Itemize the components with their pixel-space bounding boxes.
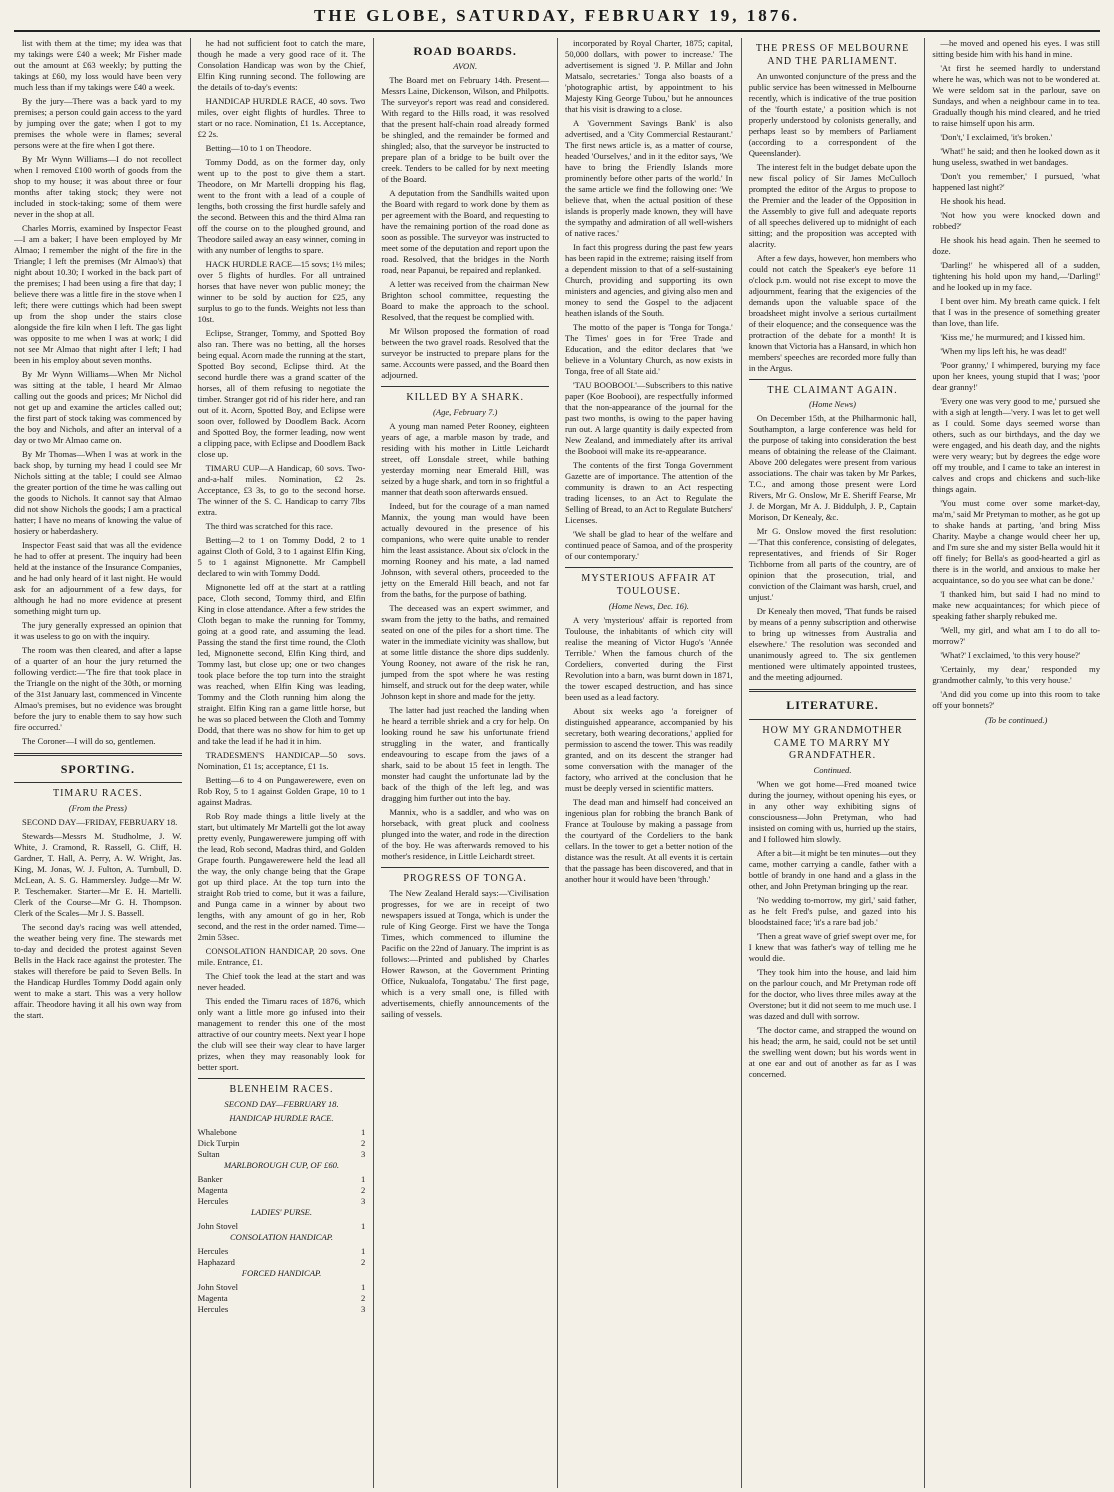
horse-name: Dick Turpin [197,1137,240,1148]
column-2 [190,38,366,1488]
avon-subheading: AVON. [453,61,478,72]
paragraph: About six weeks ago 'a foreigner of distinguished appearance, accompanied by his secretary, both wearing decorations,' applied for permission to ascend the tower. This was readily granted, and on its descent the stranger had some conversation with the manager of the factory, who arrived at the conclusion that he must be deeply versed in scientific matters. [565,705,733,793]
paragraph: HANDICAP HURDLE RACE, 40 sovs. Two miles, over eight flights of hurdles. Three to start or no race. Nomination, £1 1s. Acceptance, £2 2s. [197,96,366,139]
story-heading: HOW MY GRANDMOTHER CAME TO MARRY MY GRANDFATHER. [762,724,903,762]
horse-name: Magenta [197,1292,228,1303]
to-be-continued: (To be continued.) [984,715,1048,725]
paragraph: A young man named Peter Rooney, eighteen years of age, a marble mason by trade, and residing with his mother in Little Leichardt street, off Lonsdale street, while bathing yesterday morning near Emerald Hill, was seized by a huge shark, and torn in so frightful a manner that death soon afterwards ensued. [381,421,550,498]
placing: 1 [361,1126,366,1137]
placing: 2 [361,1256,366,1267]
paragraph: TIMARU CUP—A Handicap, 60 sovs. Two-and-a-half miles. Nomination, £2 2s. Acceptance, £3 3s, to go to the second horse. The winner of the S. C. Handicap to carry 7lbs extra. [197,463,366,517]
toulouse-report [565,615,733,885]
paragraph: The deceased was an expert swimmer, and swam from the jetty to the baths, and remained seated on one of the piles for a short time. The water in the immediate vicinity was shallow, but at some little distance the shore dips suddenly. Young Rooney, not aware of the risk he ran, jumped from the spot where he was resting himself, and struck out for the deep water, while Johnson kept in shore and made for the jetty. [381,603,550,702]
paragraph: A deputation from the Sandhills waited upon the Board with regard to work done by them as per agreement with the Board, and requesting to have the remaining portion of the road done as soon as possible. The surveyor was instructed to meet some of the deputation and report upon the road. Resolved, that the bridges in the North road, near Papanui, be repaired and replanked. [381,188,550,276]
literature-heading: LITERATURE. [786,698,879,713]
horse-name: Banker [197,1173,223,1184]
section-rule [381,386,549,387]
race-title: CONSOLATION HANDICAP. [229,1231,334,1242]
column-3 [373,38,549,1488]
result-row [198,1196,366,1207]
paragraph: The motto of the paper is 'Tonga for Tonga.' The Times' goes in for 'Free Trade and Education, and the editor declares that 'we believe in a Voluntary Church, as now exists in Tonga, free of all State aid.' [565,322,733,376]
horse-name: Hercules [197,1303,229,1314]
section-rule [14,753,182,756]
paragraph: 'I thanked him, but said I had no mind to make new acquaintances; for which piece of speaking father sharply rebuked me. [932,589,1101,621]
paragraph: 'When we got home—Fred moaned twice during the journey, without opening his eyes, or in any other way exhibiting signs of consciousness—John Pretyman, who had insisted on coming with us, hurried up the stairs, and I followed him slowly. [748,779,917,845]
paragraph: The interest felt in the budget debate upon the new fiscal policy of Sir James McCulloch prompted the editor of the Argus to propose to the Premier and the leader of the Opposition in the Assembly to give full and adequate reports of all speeches delivered up to midnight of each sitting; and the proposition was accepted with alacrity. [748,161,917,249]
placing: 2 [361,1137,366,1148]
paragraph: On December 15th, at the Philharmonic hall, Southampton, a large conference was held for the purpose of taking into consideration the best means of obtaining the release of the Claimant. Above 200 delegates were present from various associations. The chair was taken by Mr Parkes, T.C., and among those present were Lord Rivers, Mr G. Onslow, Mr E. Sheriff Fearse, Mr J. de Morgan, Mr A. J. Biddulph, J. P., Captain Morison, Dr Kenealy, &c. [748,413,917,523]
paragraph: Eclipse, Stranger, Tommy, and Spotted Boy also ran. There was no betting, all the horses being equal. Acorn made the running at the start, Spotted Boy second, Eclipse third. At the second hurdle there was a grand scatter of the horses, all of them refusing to negotiate the timber. Stranger got rid of his rider here, and ran out of it. Acorn, Spotted Boy, and Eclipse were soon over, followed by Doodlem Back. Acorn and Spotted Boy, the former leading, now went a clipping pace, with Eclipse and Doodlem Back close up. [197,328,366,459]
result-row [198,1221,366,1232]
claimant-heading: THE CLAIMANT AGAIN. [767,384,898,396]
tonga-report [381,888,549,1020]
paragraph: Mignonette led off at the start at a rattling pace, Cloth second, Tommy third, and Elfin King in close attendance. After a few strides the Cloth began to make the running for Tommy, going at a good rate, and assuming the lead. Passing the stand the first time round, the Cloth led, Mignonette second, Elfin King third, and Tommy last, but close up; one or two changes took place before the top turn into the straight was reached, when Elfin King was leading, Tommy and the Cloth running him along the straight. Elfin King ran a game little horse, but he was so placed between the Cloth and Tommy Dodd, that there was no show for him to get up and take the lead if he had it in him. [197,582,366,746]
paragraph: Betting—10 to 1 on Theodore. [205,143,312,153]
paragraph: 'Then a great wave of grief swept over me, for I knew that was father's way of telling me he would die. [748,931,917,964]
placing: 1 [361,1173,366,1184]
result-row [198,1293,366,1304]
blenheim-day: SECOND DAY—FEBRUARY 18. [224,1098,339,1109]
paragraph: The jury generally expressed an opinion that it was useless to go on with the inquiry. [14,620,182,641]
columns [14,38,1100,1488]
result-row [198,1127,366,1138]
paragraph: he had not sufficient foot to catch the mare, though he made a very good race of it. The Consolation Handicap was won by the Chief, Elfin King running second. The following are the details of to-day's events: [197,38,366,92]
paragraph: 'Every one was very good to me,' pursued she with a sigh at length—'very. I was let to get well as I could. Some days seemed worse than others, such as our birthdays, and the day we were engaged, and his death day, and the nights were very weary; but by degrees the edge wore off my trouble, and I came to take an interest in calves and crops and chickens and such-like things again. [932,396,1101,494]
paragraph: The Chief took the lead at the start and was never headed. [197,971,366,992]
paragraph: 'They took him into the house, and laid him on the parlour couch, and Mr Pretyman rode off for the doctor, who lives three miles away at the Overstone; but it did not seem to me much use. I was dazed and dull with sorrow. [748,967,917,1022]
horse-name: Whalebone [197,1126,237,1137]
paragraph: The latter had just reached the landing when he heard a terrible shriek and a cry for help. On looking round he saw his unfortunate friend struggling in the water, and frantically endeavouring to escape from the jaws of a shark, said to be about 15 feet in length. The monster had caught the unfortunate lad by the back of the thigh of the left leg, and was dragging him further out into the bay. [381,705,550,804]
paragraph: 'Don't,' I exclaimed, 'it's broken.' [940,132,1053,142]
blenheim-races-heading: BLENHEIM RACES. [229,1084,334,1095]
paragraph: 'Certainly, my dear,' responded my grandmother calmly, 'to this very house.' [932,664,1101,685]
result-row [198,1138,366,1149]
paragraph: Charles Morris, examined by Inspector Feast—I am a baker; I have been employed by Mr Almao; I remember the night of the fire in the Triangle; I left the premises (Mr Almao's) that night about 10.30; I worked in the back part of the premises; I had been using a fire that day; I believe there was a little fire in the stove when I left; there were cuttings which had been swept up from the shop under the stairs close alongside the fire kiln when I left. The gas light was opposite to me when I was at work; I did not see Mr Almao that night after I left; I had been in his employ about seven months. [14,223,182,365]
paragraph: The second day's racing was well attended, the weather being very fine. The stewards met to-day and decided the protest against Seven Bells in the Hack race against the protester. The stakes will therefore be paid to Seven Bells. In the Handicap Hurdles Tommy Dodd again only went to make a start. This was a very hollow affair. Theodore having it all his own way from the start. [14,922,182,1021]
paragraph: 'The doctor came, and strapped the wound on his head; the arm, he said, could not be set until the swelling went down; but his words went in at one ear and out of another as far as I was concerned. [748,1025,917,1080]
paragraph: By the jury—There was a back yard to my premises; a person could gain access to the yard by jumping over the gate; when I got to my premises the whole were in flames; several persons were at the fire when I got there. [14,96,182,150]
paragraph: 'What?' I exclaimed, 'to this very house?' [940,650,1081,660]
paragraph: By Mr Wynn Williams—When Mr Nichol was sitting at the table, I heard Mr Almao calling out the goods and prices; Mr Nichol did not get up and examine the articles called out; the first part of stock taking was commenced by the boy and Nichols, and after an interval of a day or two Mr Almao came on. [14,369,182,445]
result-row [198,1174,366,1185]
paragraph: TRADESMEN'S HANDICAP—50 sovs. Nomination, £1 1s; acceptance, £1 1s. [197,750,366,771]
paragraph: incorporated by Royal Charter, 1875; capital, 50,000 dollars, with power to increase.' The advertisement is signed 'J. P. Millar and John Matsalo, secretaries.' Tonga also boasts of a 'photographic artist, by appointment to his Majesty King George Tubou,' but he announces that his visit is drawing to a close. [565,38,733,114]
horse-name: John Stovel [197,1220,239,1231]
inquest-report [14,38,182,747]
section-rule [749,719,917,720]
paragraph: Indeed, but for the courage of a man named Mannix, the young man would have been actually devoured in the presence of his companions, who were quite unable to render him the least assistance. About six o'clock in the morning Rooney and his mate, a lad named Johnson, with several others, proceeded to the jetty on the Emerald Hill beach, and not far from the baths, for the purpose of bathing. [381,501,550,600]
section-rule [381,867,549,868]
paragraph: 'Not how you were knocked down and robbed?' [932,210,1101,231]
placing: 3 [361,1195,366,1206]
paragraph: HACK HURDLE RACE—15 sovs; 1½ miles; over 5 flights of hurdles. For all untrained horses that have never won public money; the winner to be sold by auction for £25, any surplus to go to the funds. Weights not less than 10st. [197,259,366,324]
result-row [198,1246,366,1257]
paragraph: SECOND DAY—FRIDAY, FEBRUARY 18. [22,817,178,828]
paragraph: By Mr Wynn Williams—I do not recollect when I removed £100 worth of goods from the shop to my house; it was about three or four months after taking stock; they were not included in stock-taking; some of them were never in the shop at all. [14,154,182,219]
placing: 1 [361,1281,366,1292]
paragraph: 'At first he seemed hardly to understand where he was, which was not to be wondered at. We were seldom sat in the parlour, save on Sundays, and when a neighbour came in to tea. Gradually though his mind cleared, and he tried to raise himself upon his arm. [932,63,1101,128]
paragraph: Inspector Feast said that was all the evidence he had to offer at present. The inquiry had been held at the instance of the Insurance Companies, and he had only heard of it last night. He would ask for an adjournment of a few days, for although he had no more evidence at present something might turn up. [14,540,182,616]
placing: 3 [361,1148,366,1159]
blenheim-results [198,1113,366,1315]
section-rule [14,782,182,783]
paragraph: The Coroner—I will do so, gentlemen. [22,736,156,746]
race-title: LADIES' PURSE. [250,1206,313,1217]
result-row [198,1185,366,1196]
horse-name: Hercules [197,1195,229,1206]
placing: 1 [361,1245,366,1256]
paragraph: 'You must come over some market-day, ma'm,' said Mr Pretyman to mother, as he got up to shake hands at parting, 'and bring Miss Charity. Maybe a change would cheer her up, and I'm sure she and my sister Bella would hit it off finely; for Bella's as good-hearted a girl as there is in the world, and anxious to make her acquaintance, so do you see what can be done.' [932,498,1101,585]
paragraph: Rob Roy made things a little lively at the start, but ultimately Mr Martelli got the lot away pretty evenly, Pungawerewere jumping off with the lead, Rob second, Madras third, and Golden Grape fourth. Pungawerewere held the lead all the way, the only change being that the Grape got up third place. At the top turn into the straight Rob tried to come, but it was a failure, and Punga came in a winner by about two lengths, with any amount of go in her, Rob second, and the rest in the order named. Time—2min 53sec. [197,811,366,942]
paragraph: 'Darling!' he whispered all of a sudden, tightening his hold upon my hand,—'Darling!' and he looked up in my face. [932,260,1101,292]
race-title: FORCED HANDICAP. [241,1267,322,1278]
shark-heading: KILLED BY A SHARK. [406,392,524,404]
result-row [198,1257,366,1268]
paragraph: 'When my lips left his, he was dead!' [940,346,1067,356]
story-text [749,779,917,1080]
paragraph: CONSOLATION HANDICAP, 20 sovs. One mile. Entrance, £1. [197,946,366,967]
result-row [198,1282,366,1293]
column-1 [14,38,182,1488]
paragraph: 'We shall be glad to hear of the welfare and continued peace of Samoa, and of the prosperity of our contemporary.' [565,529,733,561]
story-text-continued [932,38,1100,711]
paragraph: An unwonted conjuncture of the press and the public service has been witnessed in Melbourne recently, which is indicative of the true position of the 'fourth estate,' a position which is not properly understood by colonists generally, and perhaps least so by members of Parliament (according to a correspondent of the Queenslander). [748,70,917,158]
paragraph: 'Poor granny,' I whimpered, burying my face upon her knees, young stupid that I was; 'poor dear granny!' [932,360,1101,392]
column-4 [557,38,733,1488]
paragraph: He shook his head. [940,196,1006,206]
masthead: THE GLOBE, SATURDAY, FEBRUARY 19, 1876. [14,6,1100,32]
horse-name: John Stovel [197,1281,239,1292]
paragraph: 'TAU BOOBOOI.'—Subscribers to this native paper (Koe Boobooi), are respectfully informed that the non-appearance of the journal for the past two months, is owing to the paper having run out. A large quantity is daily expected from New Zealand, and immediately after its arrival the Boobooi will make its re-appearance. [565,380,733,456]
timaru-races-source: (From the Press) [68,803,127,814]
section-rule [565,567,733,568]
paragraph: The Board met on February 14th. Present—Messrs Laine, Dickenson, Wilson, and Philpotts. The surveyor's report was read and considered. With regard to the Hills road, it was resolved that the present half-chain road already formed be shingled, and the remainder be formed and shingled; also, that the surveyor be instructed to prepare plan of a bridge to be built over the creek. Tenders to be called for by next meeting of the Board. [381,75,550,185]
race-details [198,38,366,1073]
horse-name: Hercules [197,1245,229,1256]
paragraph: Mannix, who is a saddler, and who was on horseback, with great pluck and coolness plunged into the water, and rode in the direction of the boy. He was afterwards removed to his mother's residence, in Little Leichardt street. [381,807,550,862]
paragraph: 'Well, my girl, and what am I to do all to-morrow?' [932,625,1101,646]
paragraph: Mr Wilson proposed the formation of road between the two gravel roads. Resolved that the surveyor be instructed to prepare plans for the same. Accounts were passed, and the Board then adjourned. [381,326,550,381]
paragraph: I bent over him. My breath came quick. I felt that I was in the presence of something greater than love, than life. [932,296,1101,328]
claimant-report [749,413,917,683]
paragraph: 'Kiss me,' he murmured; and I kissed him. [940,332,1085,342]
paragraph: A very 'mysterious' affair is reported from Toulouse, the inhabitants of which city will realise the meaning of Victor Hugo's 'Année Terrible.' When the famous church of the Cordeliers, converted during the First Revolution into a barn, was burnt down in 1871, the tower escaped destruction, and has since been used as a lead factory. [565,614,733,702]
timaru-races-heading: TIMARU RACES. [52,788,143,800]
paragraph: Dr Kenealy then moved, 'That funds be raised by means of a penny subscription and otherwise to bring up witnesses from Australia and elsewhere.' The resolution was seconded and unanimously agreed to. The six gentlemen mentioned were ultimately appointed trustees, and the meeting adjourned. [748,606,917,683]
section-rule [198,1078,366,1079]
paragraph: Betting—6 to 4 on Pungawerewere, even on Rob Roy, 5 to 1 against Golden Grape, 10 to 1 against Madras. [197,775,366,807]
paragraph: By Mr Thomas—When I was at work in the back shop, by turning my head I could see Mr Nichols sitting at the table; I could see Almao the greater portion of the time he was calling out the goods to Nichols. It cannot say that Almao did not show Nichols the goods; I am a practical hatter; I have no means of knowing the value of hosiery or haberdashery. [14,449,182,536]
paragraph: The dead man and himself had conceived an ingenious plan for robbing the branch Bank of France at Toulouse by making a passage from the courtyard of the Cordeliers to the bank cellars. In the tower to get a better notion of the distance was the result. At all events it is certain that the passage has been discovered, and that in another hour it would have been 'through.' [565,796,733,884]
paragraph: A 'Government Savings Bank' is also advertised, and a 'City Commercial Restaurant.' The first news article is, as a matter of course, headed 'Ourselves,' and in it the editor says, 'We have to bring the Friendly Islands more prominently before other parts of the world.' In the same article we find the following one: 'We believe that, when the actual position of these islands is properly made known, they will have the sympathy and admiration of all well-wishers of native races.' [565,118,733,238]
horse-name: Haphazard [197,1256,235,1267]
road-boards-heading: ROAD BOARDS. [413,44,517,58]
toulouse-source: (Home News, Dec. 16). [608,600,689,611]
story-continued-label: Continued. [813,765,852,776]
shark-source: (Age, February 7.) [432,407,498,418]
race-title: MARLBOROUGH CUP, OF £60. [223,1159,340,1170]
paragraph: 'No wedding to-morrow, my girl,' said father, as he felt Fred's pulse, and gazed into his bloodstained face; 'it's a rare bad job.' [748,895,917,928]
tonga-heading: PROGRESS OF TONGA. [403,873,527,885]
paragraph: Tommy Dodd, as on the former day, only went up to the post to give them a start. Theodore, on Mr Martelli dropping his flag, went to the front with a lead of a couple of lengths, both crossing the first hurdle safely and the second. Between this and the third Alma ran off the course on to the ploughed ground, and Theodore sailed away an easy winner, coming in with any number of lengths to spare. [197,157,366,255]
race-title: HANDICAP HURDLE RACE. [229,1112,334,1123]
paragraph: The contents of the first Tonga Government Gazette are of importance. The attention of the community is drawn to an Act respecting trading licenses, to an Act to Regulate the Selling of Bread, to an Act to Regulate Butchers' Licenses. [565,460,733,525]
paragraph: Betting—2 to 1 on Tommy Dodd, 2 to 1 against Cloth of Gold, 3 to 1 against Elfin King, 5 to 1 against Mignonette. Mr Campbell declared to win with Tommy Dodd. [197,535,366,578]
paragraph: Stewards—Messrs M. Studholme, J. W. White, J. Cramond, R. Rassell, G. Cliff, H. Gardner, T. Hall, A. Perry, A. W. Wright, Jas. King, M. Jonas, W. J. Fulton, A. Turnbull, D. McLean, A. S. G. Hammersley. Judge—Mr W. P. Teschemaker. Starter—Mr E. H. Martelli. Clerk of the Course—Mr G. H. Thompson. Clerk of the Scales—Mr J. S. Bassell. [14,831,182,919]
paragraph: list with them at the time; my idea was that my takings were £40 a week; Mr Fisher made out the amount at £63 weekly; by putting the takings at £60, my loss would have been very much less than if my takings were £40 a week. [14,38,182,92]
press-heading: THE PRESS OF MELBOURNE AND THE PARLIAMENT. [755,43,910,67]
paragraph: After a few days, however, hon members who could not catch the Speaker's eye before 11 o'clock p.m. would not rise except to move the adjournment, fearing that the exigencies of the demands upon the valuable space of the broadsheet might involve a serious curtailment of their eloquence; and the consequence was the protraction of the debate for a month! It is known that Victoria has a Hansard, in which hon members' speeches are recorded more fully than in the Argus. [748,252,917,373]
paragraph: —he moved and opened his eyes. I was still sitting beside him with his hand in mine. [932,38,1101,59]
paragraph: The third was scratched for this race. [205,521,333,531]
paragraph: 'And did you come up into this room to take off your bonnets?' [932,689,1101,710]
horse-name: Sultan [197,1148,220,1159]
placing: 3 [361,1303,366,1314]
section-rule [749,379,917,380]
paragraph: The New Zealand Herald says:—'Civilisation progresses, for we are in receipt of two newspapers issued at Tonga, which is under the rule of King George. First we have the Tonga Times, which commenced to illumine the Pacific on the 22nd of January. The imprint is as follows:—Printed and published by Charles Hower Rawson, at the Government Printing Office, Nukualofa, Tongatabu.' The first page, which is a very small one, is filled with advertisements, chiefly announcements of the sailing of vessels. [381,887,550,1019]
paragraph: A letter was received from the chairman New Brighton school committee, requesting the Board to make the approach to the school. Resolved, that the request be complied with. [381,279,550,323]
paragraph: In fact this progress during the past few years has been rapid in the extreme; raising itself from a dependent mission to that of a self-sustaining Church, providing and supporting its own ministers and agencies, and giving also men and money to send the Gospel to the adjacent heathen islands of the South. [565,242,733,318]
paragraph: This ended the Timaru races of 1876, which only want a little more go infused into their management to render this one of the most attractive of our country meets. Next year I hope the club will see their way clear to have larger prizes, when they may reasonably look for better sport. [197,996,366,1072]
paragraph: 'Don't you remember,' I pursued, 'what happened last night?' [932,171,1101,192]
sporting-heading: SPORTING. [60,762,135,776]
shark-report [381,421,549,862]
tonga-report-continued [565,38,733,562]
column-5 [741,38,917,1488]
placing: 1 [361,1220,366,1231]
paragraph: Mr G. Onslow moved the first resolution:—'That this conference, consisting of delegates, representatives, and friends of Sir Roger Tichborne from all parts of the country, are of opinion that the prosecution, trial, and conviction of the Claimant was harsh, cruel, and unjust.' [748,526,917,603]
paragraph: After a bit—it might be ten minutes—out they came, mother carrying a candle, father with a bottle of brandy in one hand and a glass in the other, and John Pretyman bringing up the rear. [748,848,917,892]
placing: 2 [361,1184,366,1195]
paragraph: 'What!' he said; and then he looked down as it hung useless, swathed in wet bandages. [932,146,1101,167]
press-report [749,71,917,374]
horse-name: Magenta [197,1184,228,1195]
timaru-races-report [14,817,182,1021]
result-row [198,1304,366,1315]
placing: 2 [361,1292,366,1303]
result-row [198,1149,366,1160]
road-boards-report [381,75,549,381]
column-6 [924,38,1100,1488]
paragraph: The room was then cleared, and after a lapse of a quarter of an hour the jury returned the following verdict:—'The fire that took place in the Triangle on the night of the 30th, or morning of the 31st January last, commenced in Vincente Almao's premises, but no evidence was brought before the jury to enable them to say how such fire occurred.' [14,645,182,732]
section-rule [749,689,917,692]
paragraph: He shook his head again. Then he seemed to doze. [932,235,1101,256]
claimant-source: (Home News) [809,399,857,410]
toulouse-heading: MYSTERIOUS AFFAIR AT TOULOUSE. [581,573,717,597]
